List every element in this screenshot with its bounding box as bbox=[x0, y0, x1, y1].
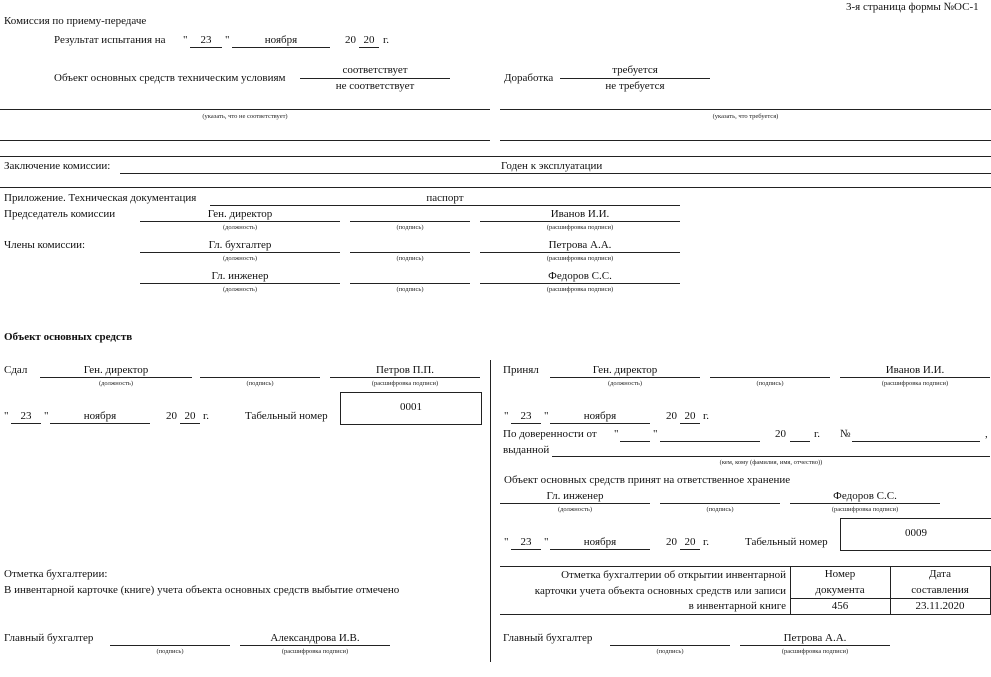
test-year[interactable]: 20 bbox=[363, 34, 375, 46]
accepted-name[interactable]: Иванов И.И. bbox=[885, 364, 945, 376]
underline bbox=[359, 47, 379, 48]
proxy-year-line[interactable] bbox=[790, 441, 810, 442]
underline bbox=[550, 549, 650, 550]
signature-line bbox=[110, 645, 230, 646]
issued-line[interactable] bbox=[552, 456, 990, 457]
accepted-day[interactable]: 23 bbox=[520, 410, 532, 422]
members-label: Члены комиссии: bbox=[4, 239, 86, 251]
fraction-line bbox=[560, 78, 710, 79]
year-suffix: г. bbox=[383, 34, 390, 46]
attachment-label: Приложение. Техническая документация bbox=[4, 192, 197, 204]
handed-name[interactable]: Петров П.П. bbox=[375, 364, 435, 376]
accepted-month[interactable]: ноября bbox=[583, 410, 617, 422]
table-top-line bbox=[500, 566, 991, 567]
year-suffix: г. bbox=[703, 536, 710, 548]
underline bbox=[232, 47, 330, 48]
member2-position[interactable]: Гл. инженер bbox=[211, 270, 269, 282]
option-not-conform[interactable]: не соответствует bbox=[335, 80, 415, 92]
underline bbox=[11, 423, 41, 424]
signature-line bbox=[660, 503, 780, 504]
member1-position[interactable]: Гл. бухгалтер bbox=[208, 239, 272, 251]
conditions-label: Объект основных средств техническим условиям bbox=[54, 72, 286, 84]
accepted-year[interactable]: 20 bbox=[684, 410, 696, 422]
underline bbox=[120, 173, 991, 174]
chief-accountant-name[interactable]: Александрова И.В. bbox=[270, 632, 360, 644]
col-date-header-1: Дата bbox=[929, 568, 951, 580]
underline bbox=[500, 503, 650, 504]
quote-mark: " bbox=[44, 410, 49, 422]
hint-whom: (кем, кому (фамилия, имя, отчество)) bbox=[719, 459, 823, 466]
test-day[interactable]: 23 bbox=[200, 34, 212, 46]
underline bbox=[480, 221, 680, 222]
quote-mark: " bbox=[544, 410, 549, 422]
year-prefix: 20 bbox=[345, 34, 356, 46]
hint-decoding: (расшифровка подписи) bbox=[281, 648, 349, 655]
member2-name[interactable]: Федоров С.С. bbox=[548, 270, 612, 282]
year-prefix: 20 bbox=[166, 410, 177, 422]
accounting-label: Отметка бухгалтерии: bbox=[4, 568, 108, 580]
underline bbox=[511, 549, 541, 550]
asset-section-title: Объект основных средств bbox=[4, 331, 133, 343]
underline bbox=[680, 423, 700, 424]
acc-right-line1: Отметка бухгалтерии об открытии инвентарной bbox=[561, 569, 786, 581]
chief-accountant-label: Главный бухгалтер bbox=[503, 632, 593, 644]
table-bottom-line bbox=[500, 614, 991, 615]
hint-position: (должность) bbox=[98, 380, 134, 387]
issued-label: выданной bbox=[503, 444, 550, 456]
underline bbox=[480, 283, 680, 284]
hint-required: (указать, что требуется) bbox=[712, 113, 779, 120]
hint-position: (должность) bbox=[222, 224, 258, 231]
underline bbox=[240, 645, 390, 646]
underline bbox=[840, 377, 990, 378]
col-doc-header-2: документа bbox=[815, 584, 865, 596]
tab-number-label: Табельный номер bbox=[245, 410, 328, 422]
hint-position: (должность) bbox=[607, 380, 643, 387]
hint-position: (должность) bbox=[557, 506, 593, 513]
hint-decoding: (расшифровка подписи) bbox=[546, 224, 614, 231]
underline bbox=[740, 645, 890, 646]
hint-signature: (подпись) bbox=[396, 255, 424, 262]
option-not-required[interactable]: не требуется bbox=[605, 80, 665, 92]
rework-label: Доработка bbox=[504, 72, 554, 84]
chief-accountant-name[interactable]: Петрова А.А. bbox=[783, 632, 847, 644]
underline bbox=[511, 423, 541, 424]
test-month[interactable]: ноября bbox=[264, 34, 298, 46]
chair-position[interactable]: Ген. директор bbox=[207, 208, 273, 220]
separator-line bbox=[0, 187, 991, 188]
quote-mark: " bbox=[4, 410, 9, 422]
hint-position: (должность) bbox=[222, 255, 258, 262]
signature-line bbox=[350, 221, 470, 222]
handed-year[interactable]: 20 bbox=[184, 410, 196, 422]
attachment-value[interactable]: паспорт bbox=[426, 192, 464, 204]
quote-mark: " bbox=[544, 536, 549, 548]
not-conform-line bbox=[0, 109, 490, 110]
responsible-position[interactable]: Гл. инженер bbox=[546, 490, 604, 502]
year-prefix: 20 bbox=[666, 536, 677, 548]
accepted-position[interactable]: Ген. директор bbox=[592, 364, 658, 376]
accepted-year-2[interactable]: 20 bbox=[684, 536, 696, 548]
col-date-header-2: составления bbox=[911, 584, 969, 596]
underline bbox=[550, 377, 700, 378]
col-doc-header-1: Номер bbox=[824, 568, 856, 580]
signature-line bbox=[350, 283, 470, 284]
quote-mark: " bbox=[504, 536, 509, 548]
underline bbox=[140, 283, 340, 284]
handed-day[interactable]: 23 bbox=[20, 410, 32, 422]
separator-line bbox=[0, 156, 991, 157]
responsible-label: Объект основных средств принят на ответственное хранение bbox=[504, 474, 791, 486]
signature-line bbox=[710, 377, 830, 378]
underline bbox=[140, 252, 340, 253]
year-suffix: г. bbox=[203, 410, 210, 422]
signature-line bbox=[200, 377, 320, 378]
accepted-label: Принял bbox=[503, 364, 539, 376]
not-conform-line-2 bbox=[0, 140, 490, 141]
underline bbox=[210, 205, 680, 206]
conclusion-label: Заключение комиссии: bbox=[4, 160, 111, 172]
signature-line bbox=[350, 252, 470, 253]
acc-right-line2: карточки учета объекта основных средств или записи bbox=[534, 585, 786, 597]
accounting-text: В инвентарной карточке (книге) учета объекта основных средств выбытие отмечено bbox=[4, 584, 400, 596]
underline bbox=[550, 423, 650, 424]
chair-label: Председатель комиссии bbox=[4, 208, 116, 220]
hint-decoding: (расшифровка подписи) bbox=[831, 506, 899, 513]
date-value[interactable]: 23.11.2020 bbox=[915, 600, 965, 612]
signature-line bbox=[610, 645, 730, 646]
underline bbox=[50, 423, 150, 424]
test-result-label: Результат испытания на bbox=[54, 34, 166, 46]
chair-name[interactable]: Иванов И.И. bbox=[550, 208, 610, 220]
form-page-label: 3-я страница формы №ОС-1 bbox=[846, 1, 979, 13]
conclusion-value[interactable]: Годен к эксплуатации bbox=[501, 160, 603, 172]
quote-mark: " bbox=[225, 34, 230, 46]
underline bbox=[680, 549, 700, 550]
handed-label: Сдал bbox=[4, 364, 28, 376]
year-prefix: 20 bbox=[666, 410, 677, 422]
doc-number-value[interactable]: 456 bbox=[831, 600, 849, 612]
handed-month[interactable]: ноября bbox=[83, 410, 117, 422]
accepted-day-2[interactable]: 23 bbox=[520, 536, 532, 548]
underline bbox=[140, 221, 340, 222]
comma: , bbox=[985, 428, 988, 440]
handed-position[interactable]: Ген. директор bbox=[83, 364, 149, 376]
hint-signature: (подпись) bbox=[156, 648, 184, 655]
quote-mark: " bbox=[504, 410, 509, 422]
member1-name[interactable]: Петрова А.А. bbox=[548, 239, 612, 251]
commission-label: Комиссия по приему-передаче bbox=[4, 15, 147, 27]
number-sign: № bbox=[840, 428, 851, 440]
accepted-month-2[interactable]: ноября bbox=[583, 536, 617, 548]
responsible-name[interactable]: Федоров С.С. bbox=[833, 490, 897, 502]
option-conform[interactable]: соответствует bbox=[342, 64, 408, 76]
vertical-divider bbox=[490, 360, 491, 662]
quote-mark: " bbox=[183, 34, 188, 46]
tab-number-label: Табельный номер bbox=[745, 536, 828, 548]
proxy-month-line[interactable] bbox=[660, 441, 760, 442]
proxy-label: По доверенности от bbox=[503, 428, 597, 440]
hint-signature: (подпись) bbox=[656, 648, 684, 655]
underline bbox=[480, 252, 680, 253]
hint-decoding: (расшифровка подписи) bbox=[546, 255, 614, 262]
underline bbox=[190, 47, 222, 48]
hint-decoding: (расшифровка подписи) bbox=[546, 286, 614, 293]
year-suffix: г. bbox=[703, 410, 710, 422]
underline bbox=[330, 377, 480, 378]
year-prefix: 20 bbox=[775, 428, 786, 440]
tab-number-box[interactable]: 0009 bbox=[840, 518, 991, 551]
required-line-2 bbox=[500, 140, 991, 141]
quote-mark: " bbox=[614, 428, 619, 440]
option-required[interactable]: требуется bbox=[612, 64, 658, 76]
fraction-line bbox=[300, 78, 450, 79]
hint-decoding: (расшифровка подписи) bbox=[781, 648, 849, 655]
underline bbox=[180, 423, 200, 424]
acc-right-line3: в инвентарной книге bbox=[688, 600, 786, 612]
chief-accountant-label: Главный бухгалтер bbox=[4, 632, 94, 644]
hint-position: (должность) bbox=[222, 286, 258, 293]
year-suffix: г. bbox=[814, 428, 821, 440]
proxy-day-line[interactable] bbox=[620, 441, 650, 442]
hint-decoding: (расшифровка подписи) bbox=[371, 380, 439, 387]
hint-signature: (подпись) bbox=[396, 224, 424, 231]
hint-signature: (подпись) bbox=[756, 380, 784, 387]
hint-decoding: (расшифровка подписи) bbox=[881, 380, 949, 387]
quote-mark: " bbox=[653, 428, 658, 440]
required-line bbox=[500, 109, 991, 110]
hint-signature: (подпись) bbox=[396, 286, 424, 293]
tab-number-box[interactable]: 0001 bbox=[340, 392, 482, 425]
proxy-number-line[interactable] bbox=[852, 441, 980, 442]
hint-not-conform: (указать, что не соответствует) bbox=[202, 113, 288, 120]
hint-signature: (подпись) bbox=[706, 506, 734, 513]
underline bbox=[40, 377, 192, 378]
hint-signature: (подпись) bbox=[246, 380, 274, 387]
underline bbox=[790, 503, 940, 504]
